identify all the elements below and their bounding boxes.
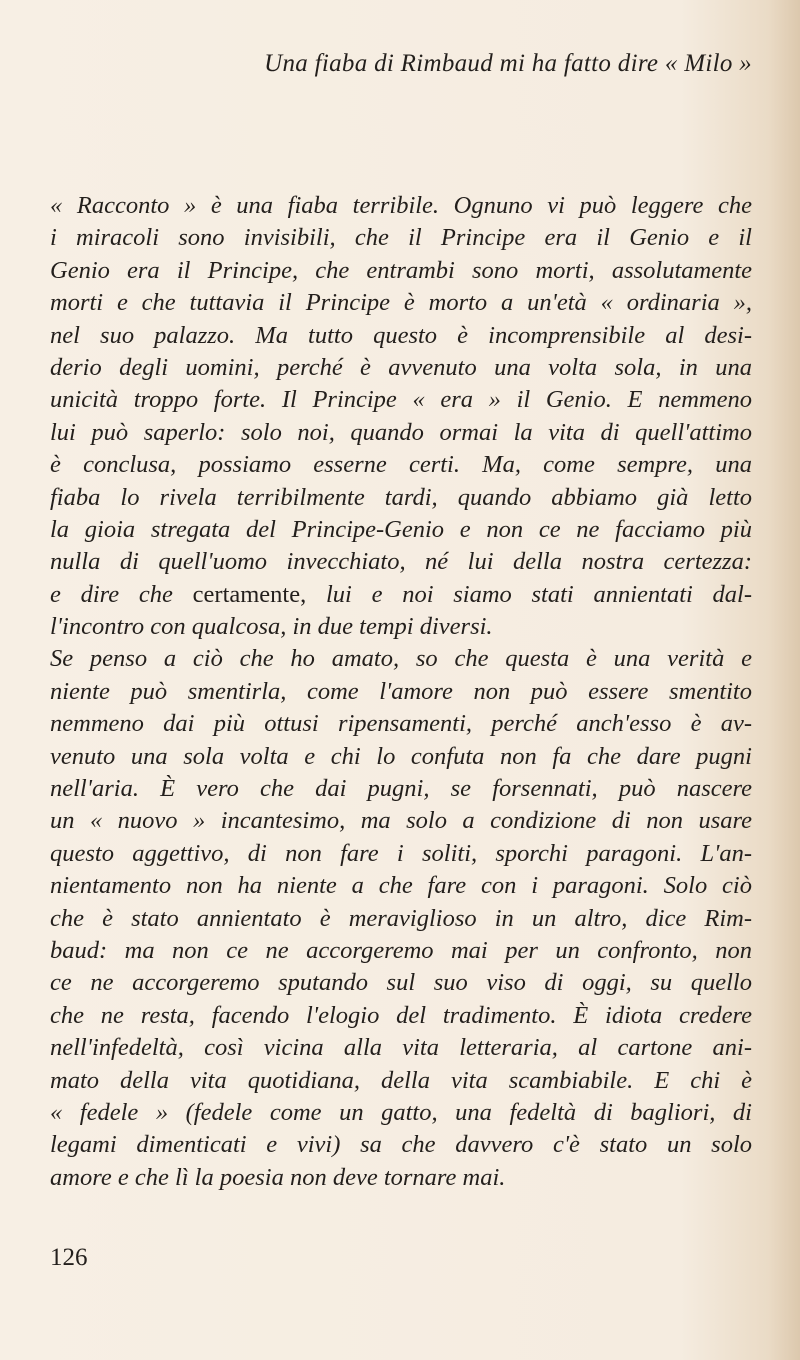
roman-word: certamente, [192, 580, 307, 608]
text-line: unicità troppo forte. Il Principe « era » il Genio. E nemmeno [50, 386, 752, 414]
text-line: che è stato annientato è meraviglioso in un altro, dice Rim- [50, 904, 752, 932]
text-line: nell'aria. È vero che dai pugni, se forsennati, può nascere [50, 775, 752, 803]
text-line: questo aggettivo, di non fare i soliti, sporchi paragoni. L'an- [50, 839, 752, 867]
text-line: nell'infedeltà, così vicina alla vita letteraria, al cartone ani- [50, 1034, 752, 1062]
text-line: morti e che tuttavia il Principe è morto a un'età « ordinaria », [50, 289, 752, 317]
text-line: nel suo palazzo. Ma tutto questo è incomprensibile al desi- [50, 321, 752, 349]
text-line: mato della vita quotidiana, della vita scambiabile. E chi è [50, 1066, 752, 1094]
text-line: Genio era il Principe, che entrambi sono morti, assolutamente [50, 256, 752, 284]
page-number: 126 [50, 1244, 88, 1271]
running-header: Una fiaba di Rimbaud mi ha fatto dire « Milo » [264, 50, 752, 77]
text-line: derio degli uomini, perché è avvenuto una volta sola, in una [50, 353, 752, 381]
text-line: la gioia stregata del Principe-Genio e non ce ne facciamo più [50, 515, 752, 543]
text-segment: e dire che [50, 580, 173, 608]
text-line: è conclusa, possiamo esserne certi. Ma, come sempre, una [50, 451, 752, 479]
text-line: nulla di quell'uomo invecchiato, né lui della nostra certezza: [50, 548, 752, 576]
text-line: i miracoli sono invisibili, che il Principe era il Genio e il [50, 224, 752, 252]
text-line-mixed [50, 579, 752, 611]
text-line: baud: ma non ce ne accorgeremo mai per un confronto, non [50, 936, 752, 964]
text-line: venuto una sola volta e chi lo confuta non fa che dare pugni [50, 742, 752, 770]
text-line: « fedele » (fedele come un gatto, una fedeltà di bagliori, di [50, 1098, 752, 1126]
text-line: Se penso a ciò che ho amato, so che questa è una verità e [50, 645, 752, 673]
text-line: fiaba lo rivela terribilmente tardi, quando abbiamo già letto [50, 483, 752, 511]
text-line: niente può smentirla, come l'amore non può essere smentito [50, 677, 752, 705]
text-line: che ne resta, facendo l'elogio del tradimento. È idiota credere [50, 1001, 752, 1029]
text-line: « Racconto » è una fiaba terribile. Ognuno vi può leggere che [50, 192, 752, 219]
text-line: nemmeno dai più ottusi ripensamenti, perché anch'esso è av- [50, 710, 752, 738]
text-line: nientamento non ha niente a che fare con i paragoni. Solo ciò [50, 872, 752, 900]
text-line: l'incontro con qualcosa, in due tempi diversi. [50, 613, 493, 641]
text-line: un « nuovo » incantesimo, ma solo a condizione di non usare [50, 807, 752, 835]
text-line: lui può saperlo: solo noi, quando ormai la vita di quell'attimo [50, 418, 752, 446]
text-line: ce ne accorgeremo sputando sul suo viso di oggi, su quello [50, 969, 752, 997]
body-text [50, 190, 752, 1194]
text-segment: lui e noi siamo stati annientati dal- [325, 580, 753, 608]
text-line: legami dimenticati e vivi) sa che davvero c'è stato un solo [50, 1131, 752, 1159]
text-line: amore e che lì la poesia non deve tornare mai. [50, 1163, 506, 1191]
